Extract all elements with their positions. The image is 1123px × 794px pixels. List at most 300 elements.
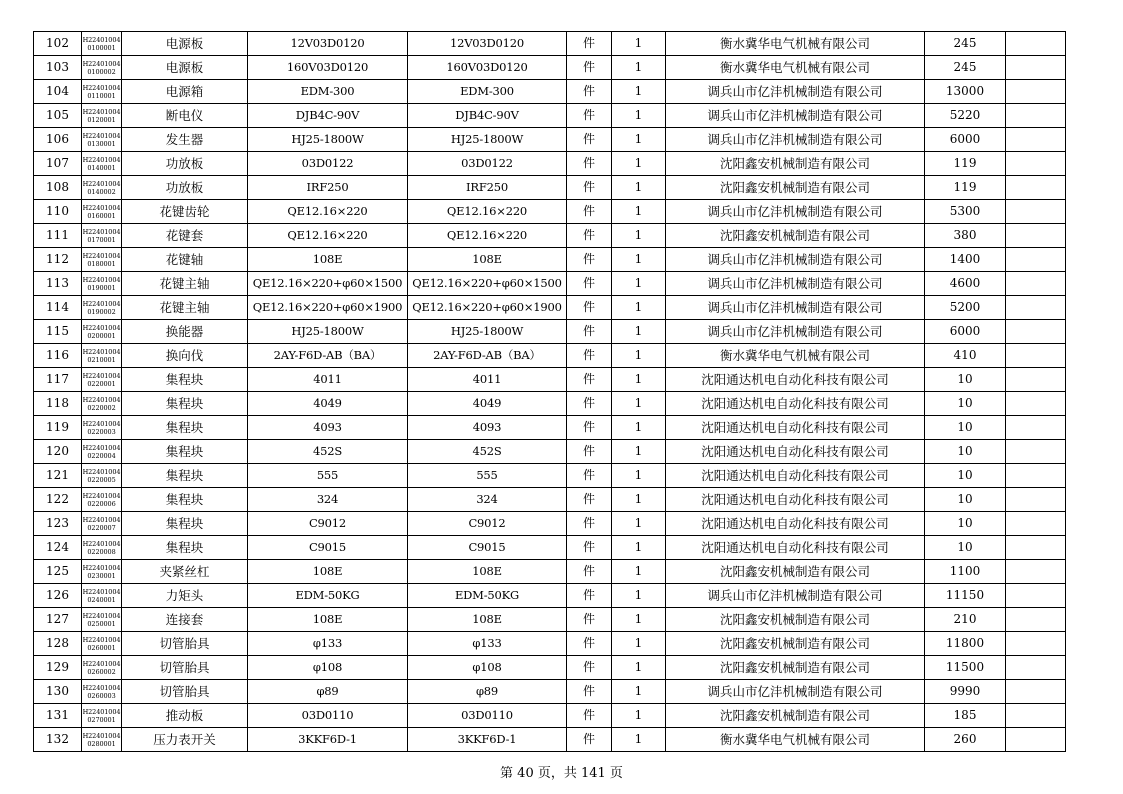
price-cell: 1100 — [925, 560, 1006, 584]
model-cell: C9012 — [408, 512, 567, 536]
quantity-cell: 1 — [612, 464, 666, 488]
material-code-cell: H22401004 0260001 — [82, 632, 122, 656]
item-name-cell: 推动板 — [122, 704, 248, 728]
note-cell — [1006, 584, 1066, 608]
price-cell: 245 — [925, 56, 1006, 80]
note-cell — [1006, 536, 1066, 560]
supplier-cell: 沈阳通达机电自动化科技有限公司 — [666, 488, 925, 512]
quantity-cell: 1 — [612, 224, 666, 248]
supplier-cell: 衡水冀华电气机械有限公司 — [666, 344, 925, 368]
unit-cell: 件 — [567, 200, 612, 224]
price-cell: 119 — [925, 152, 1006, 176]
material-code-cell: H22401004 0220008 — [82, 536, 122, 560]
spec-cell: C9015 — [248, 536, 408, 560]
price-cell: 245 — [925, 32, 1006, 56]
item-name-cell: 花键套 — [122, 224, 248, 248]
price-cell: 1400 — [925, 248, 1006, 272]
row-number-cell: 127 — [34, 608, 82, 632]
spec-cell: DJB4C-90V — [248, 104, 408, 128]
spec-cell: 2AY-F6D-AB（BA） — [248, 344, 408, 368]
table-row — [34, 488, 1066, 512]
table-row — [34, 392, 1066, 416]
item-name-cell: 花键主轴 — [122, 272, 248, 296]
row-number-cell: 128 — [34, 632, 82, 656]
supplier-cell: 调兵山市亿沣机械制造有限公司 — [666, 680, 925, 704]
item-name-cell: 集程块 — [122, 464, 248, 488]
spec-cell: HJ25-1800W — [248, 128, 408, 152]
row-number-cell: 111 — [34, 224, 82, 248]
supplier-cell: 调兵山市亿沣机械制造有限公司 — [666, 80, 925, 104]
row-number-cell: 112 — [34, 248, 82, 272]
item-name-cell: 集程块 — [122, 488, 248, 512]
quantity-cell: 1 — [612, 272, 666, 296]
item-name-cell: 功放板 — [122, 176, 248, 200]
price-cell: 5300 — [925, 200, 1006, 224]
item-name-cell: 切管胎具 — [122, 680, 248, 704]
quantity-cell: 1 — [612, 248, 666, 272]
table-row — [34, 368, 1066, 392]
item-name-cell: 花键齿轮 — [122, 200, 248, 224]
model-cell: 108E — [408, 560, 567, 584]
spec-cell: 108E — [248, 560, 408, 584]
price-cell: 13000 — [925, 80, 1006, 104]
spec-cell: 160V03D0120 — [248, 56, 408, 80]
unit-cell: 件 — [567, 56, 612, 80]
note-cell — [1006, 80, 1066, 104]
price-cell: 11500 — [925, 656, 1006, 680]
model-cell: EDM-300 — [408, 80, 567, 104]
supplier-cell: 调兵山市亿沣机械制造有限公司 — [666, 296, 925, 320]
spec-cell: φ108 — [248, 656, 408, 680]
parts-price-table — [33, 31, 1066, 752]
spec-cell: EDM-50KG — [248, 584, 408, 608]
unit-cell: 件 — [567, 344, 612, 368]
material-code-cell: H22401004 0270001 — [82, 704, 122, 728]
price-cell: 10 — [925, 416, 1006, 440]
row-number-cell: 123 — [34, 512, 82, 536]
model-cell: φ133 — [408, 632, 567, 656]
material-code-cell: H22401004 0140001 — [82, 152, 122, 176]
model-cell: 3KKF6D-1 — [408, 728, 567, 752]
price-cell: 210 — [925, 608, 1006, 632]
table-row — [34, 440, 1066, 464]
unit-cell: 件 — [567, 368, 612, 392]
table-row — [34, 584, 1066, 608]
material-code-cell: H22401004 0220004 — [82, 440, 122, 464]
unit-cell: 件 — [567, 320, 612, 344]
spec-cell: 324 — [248, 488, 408, 512]
material-code-cell: H22401004 0280001 — [82, 728, 122, 752]
unit-cell: 件 — [567, 152, 612, 176]
supplier-cell: 沈阳通达机电自动化科技有限公司 — [666, 392, 925, 416]
material-code-cell: H22401004 0130001 — [82, 128, 122, 152]
price-cell: 260 — [925, 728, 1006, 752]
unit-cell: 件 — [567, 656, 612, 680]
unit-cell: 件 — [567, 416, 612, 440]
quantity-cell: 1 — [612, 392, 666, 416]
price-cell: 11150 — [925, 584, 1006, 608]
supplier-cell: 沈阳鑫安机械制造有限公司 — [666, 656, 925, 680]
unit-cell: 件 — [567, 704, 612, 728]
table-row — [34, 560, 1066, 584]
material-code-cell: H22401004 0170001 — [82, 224, 122, 248]
spec-cell: φ133 — [248, 632, 408, 656]
spec-cell: QE12.16×220 — [248, 200, 408, 224]
item-name-cell: 发生器 — [122, 128, 248, 152]
supplier-cell: 调兵山市亿沣机械制造有限公司 — [666, 272, 925, 296]
table-row — [34, 56, 1066, 80]
item-name-cell: 连接套 — [122, 608, 248, 632]
model-cell: EDM-50KG — [408, 584, 567, 608]
quantity-cell: 1 — [612, 368, 666, 392]
item-name-cell: 功放板 — [122, 152, 248, 176]
table-row — [34, 632, 1066, 656]
row-number-cell: 131 — [34, 704, 82, 728]
row-number-cell: 132 — [34, 728, 82, 752]
model-cell: φ89 — [408, 680, 567, 704]
table-row — [34, 608, 1066, 632]
model-cell: 4011 — [408, 368, 567, 392]
material-code-cell: H22401004 0110001 — [82, 80, 122, 104]
supplier-cell: 衡水冀华电气机械有限公司 — [666, 728, 925, 752]
unit-cell: 件 — [567, 608, 612, 632]
item-name-cell: 切管胎具 — [122, 632, 248, 656]
spec-cell: QE12.16×220+φ60×1500 — [248, 272, 408, 296]
quantity-cell: 1 — [612, 56, 666, 80]
row-number-cell: 113 — [34, 272, 82, 296]
row-number-cell: 119 — [34, 416, 82, 440]
note-cell — [1006, 272, 1066, 296]
model-cell: HJ25-1800W — [408, 128, 567, 152]
unit-cell: 件 — [567, 536, 612, 560]
material-code-cell: H22401004 0180001 — [82, 248, 122, 272]
table-row — [34, 104, 1066, 128]
unit-cell: 件 — [567, 512, 612, 536]
spec-cell: 4011 — [248, 368, 408, 392]
price-cell: 410 — [925, 344, 1006, 368]
supplier-cell: 沈阳通达机电自动化科技有限公司 — [666, 464, 925, 488]
note-cell — [1006, 704, 1066, 728]
model-cell: 12V03D0120 — [408, 32, 567, 56]
item-name-cell: 电源板 — [122, 32, 248, 56]
unit-cell: 件 — [567, 128, 612, 152]
supplier-cell: 沈阳鑫安机械制造有限公司 — [666, 632, 925, 656]
note-cell — [1006, 464, 1066, 488]
supplier-cell: 调兵山市亿沣机械制造有限公司 — [666, 200, 925, 224]
row-number-cell: 103 — [34, 56, 82, 80]
quantity-cell: 1 — [612, 104, 666, 128]
model-cell: IRF250 — [408, 176, 567, 200]
price-cell: 10 — [925, 440, 1006, 464]
item-name-cell: 集程块 — [122, 440, 248, 464]
unit-cell: 件 — [567, 464, 612, 488]
item-name-cell: 断电仪 — [122, 104, 248, 128]
note-cell — [1006, 344, 1066, 368]
model-cell: 324 — [408, 488, 567, 512]
price-cell: 9990 — [925, 680, 1006, 704]
price-cell: 10 — [925, 488, 1006, 512]
quantity-cell: 1 — [612, 296, 666, 320]
note-cell — [1006, 560, 1066, 584]
row-number-cell: 102 — [34, 32, 82, 56]
price-cell: 185 — [925, 704, 1006, 728]
item-name-cell: 电源板 — [122, 56, 248, 80]
row-number-cell: 118 — [34, 392, 82, 416]
unit-cell: 件 — [567, 440, 612, 464]
note-cell — [1006, 104, 1066, 128]
material-code-cell: H22401004 0210001 — [82, 344, 122, 368]
material-code-cell: H22401004 0100001 — [82, 32, 122, 56]
model-cell: C9015 — [408, 536, 567, 560]
supplier-cell: 沈阳通达机电自动化科技有限公司 — [666, 536, 925, 560]
row-number-cell: 110 — [34, 200, 82, 224]
model-cell: 4049 — [408, 392, 567, 416]
supplier-cell: 调兵山市亿沣机械制造有限公司 — [666, 584, 925, 608]
quantity-cell: 1 — [612, 536, 666, 560]
supplier-cell: 沈阳鑫安机械制造有限公司 — [666, 704, 925, 728]
quantity-cell: 1 — [612, 608, 666, 632]
row-number-cell: 108 — [34, 176, 82, 200]
supplier-cell: 沈阳通达机电自动化科技有限公司 — [666, 416, 925, 440]
material-code-cell: H22401004 0190001 — [82, 272, 122, 296]
material-code-cell: H22401004 0200001 — [82, 320, 122, 344]
note-cell — [1006, 248, 1066, 272]
note-cell — [1006, 56, 1066, 80]
model-cell: HJ25-1800W — [408, 320, 567, 344]
row-number-cell: 115 — [34, 320, 82, 344]
row-number-cell: 105 — [34, 104, 82, 128]
unit-cell: 件 — [567, 584, 612, 608]
note-cell — [1006, 128, 1066, 152]
note-cell — [1006, 200, 1066, 224]
unit-cell: 件 — [567, 32, 612, 56]
spec-cell: C9012 — [248, 512, 408, 536]
table-row — [34, 152, 1066, 176]
quantity-cell: 1 — [612, 32, 666, 56]
page-footer: 第 40 页，共 141 页 — [500, 766, 623, 781]
supplier-cell: 调兵山市亿沣机械制造有限公司 — [666, 248, 925, 272]
quantity-cell: 1 — [612, 80, 666, 104]
price-cell: 10 — [925, 464, 1006, 488]
item-name-cell: 夹紧丝杠 — [122, 560, 248, 584]
item-name-cell: 集程块 — [122, 512, 248, 536]
note-cell — [1006, 32, 1066, 56]
note-cell — [1006, 416, 1066, 440]
model-cell: 555 — [408, 464, 567, 488]
table-row — [34, 176, 1066, 200]
model-cell: 4093 — [408, 416, 567, 440]
supplier-cell: 沈阳鑫安机械制造有限公司 — [666, 152, 925, 176]
item-name-cell: 集程块 — [122, 416, 248, 440]
quantity-cell: 1 — [612, 728, 666, 752]
row-number-cell: 114 — [34, 296, 82, 320]
quantity-cell: 1 — [612, 488, 666, 512]
unit-cell: 件 — [567, 296, 612, 320]
spec-cell: 12V03D0120 — [248, 32, 408, 56]
row-number-cell: 126 — [34, 584, 82, 608]
material-code-cell: H22401004 0220001 — [82, 368, 122, 392]
unit-cell: 件 — [567, 632, 612, 656]
quantity-cell: 1 — [612, 680, 666, 704]
table-row — [34, 464, 1066, 488]
material-code-cell: H22401004 0220007 — [82, 512, 122, 536]
material-code-cell: H22401004 0220003 — [82, 416, 122, 440]
spec-cell: 4093 — [248, 416, 408, 440]
unit-cell: 件 — [567, 248, 612, 272]
table-row — [34, 416, 1066, 440]
material-code-cell: H22401004 0220002 — [82, 392, 122, 416]
row-number-cell: 121 — [34, 464, 82, 488]
material-code-cell: H22401004 0100002 — [82, 56, 122, 80]
item-name-cell: 花键主轴 — [122, 296, 248, 320]
table-row — [34, 728, 1066, 752]
spec-cell: 3KKF6D-1 — [248, 728, 408, 752]
row-number-cell: 130 — [34, 680, 82, 704]
supplier-cell: 沈阳通达机电自动化科技有限公司 — [666, 512, 925, 536]
price-cell: 10 — [925, 512, 1006, 536]
spec-cell: QE12.16×220+φ60×1900 — [248, 296, 408, 320]
supplier-cell: 沈阳鑫安机械制造有限公司 — [666, 224, 925, 248]
item-name-cell: 花键轴 — [122, 248, 248, 272]
price-cell: 10 — [925, 368, 1006, 392]
spec-cell: 452S — [248, 440, 408, 464]
table-row — [34, 704, 1066, 728]
supplier-cell: 调兵山市亿沣机械制造有限公司 — [666, 104, 925, 128]
quantity-cell: 1 — [612, 344, 666, 368]
quantity-cell: 1 — [612, 152, 666, 176]
model-cell: QE12.16×220+φ60×1900 — [408, 296, 567, 320]
price-cell: 6000 — [925, 128, 1006, 152]
spec-cell: φ89 — [248, 680, 408, 704]
unit-cell: 件 — [567, 560, 612, 584]
table-row — [34, 272, 1066, 296]
model-cell: QE12.16×220 — [408, 200, 567, 224]
model-cell: 108E — [408, 608, 567, 632]
supplier-cell: 沈阳鑫安机械制造有限公司 — [666, 176, 925, 200]
quantity-cell: 1 — [612, 656, 666, 680]
supplier-cell: 调兵山市亿沣机械制造有限公司 — [666, 320, 925, 344]
item-name-cell: 换向伐 — [122, 344, 248, 368]
supplier-cell: 衡水冀华电气机械有限公司 — [666, 32, 925, 56]
material-code-cell: H22401004 0240001 — [82, 584, 122, 608]
row-number-cell: 116 — [34, 344, 82, 368]
item-name-cell: 集程块 — [122, 536, 248, 560]
item-name-cell: 力矩头 — [122, 584, 248, 608]
unit-cell: 件 — [567, 104, 612, 128]
note-cell — [1006, 728, 1066, 752]
note-cell — [1006, 368, 1066, 392]
spec-cell: EDM-300 — [248, 80, 408, 104]
material-code-cell: H22401004 0140002 — [82, 176, 122, 200]
table-row — [34, 80, 1066, 104]
supplier-cell: 调兵山市亿沣机械制造有限公司 — [666, 128, 925, 152]
unit-cell: 件 — [567, 176, 612, 200]
item-name-cell: 换能器 — [122, 320, 248, 344]
item-name-cell: 集程块 — [122, 368, 248, 392]
model-cell: φ108 — [408, 656, 567, 680]
table-row — [34, 656, 1066, 680]
note-cell — [1006, 224, 1066, 248]
note-cell — [1006, 632, 1066, 656]
supplier-cell: 沈阳鑫安机械制造有限公司 — [666, 608, 925, 632]
price-cell: 11800 — [925, 632, 1006, 656]
note-cell — [1006, 440, 1066, 464]
model-cell: 452S — [408, 440, 567, 464]
price-cell: 4600 — [925, 272, 1006, 296]
table-row — [34, 200, 1066, 224]
row-number-cell: 106 — [34, 128, 82, 152]
price-cell: 6000 — [925, 320, 1006, 344]
supplier-cell: 沈阳通达机电自动化科技有限公司 — [666, 440, 925, 464]
unit-cell: 件 — [567, 272, 612, 296]
model-cell: 03D0122 — [408, 152, 567, 176]
item-name-cell: 电源箱 — [122, 80, 248, 104]
supplier-cell: 衡水冀华电气机械有限公司 — [666, 56, 925, 80]
price-cell: 10 — [925, 536, 1006, 560]
price-cell: 5200 — [925, 296, 1006, 320]
price-cell: 380 — [925, 224, 1006, 248]
table-row — [34, 296, 1066, 320]
table-row — [34, 248, 1066, 272]
note-cell — [1006, 320, 1066, 344]
note-cell — [1006, 176, 1066, 200]
note-cell — [1006, 392, 1066, 416]
unit-cell: 件 — [567, 80, 612, 104]
price-cell: 10 — [925, 392, 1006, 416]
unit-cell: 件 — [567, 224, 612, 248]
supplier-cell: 沈阳通达机电自动化科技有限公司 — [666, 368, 925, 392]
model-cell: 2AY-F6D-AB（BA） — [408, 344, 567, 368]
table-row — [34, 128, 1066, 152]
item-name-cell: 集程块 — [122, 392, 248, 416]
spec-cell: 108E — [248, 608, 408, 632]
spec-cell: HJ25-1800W — [248, 320, 408, 344]
note-cell — [1006, 608, 1066, 632]
material-code-cell: H22401004 0230001 — [82, 560, 122, 584]
quantity-cell: 1 — [612, 512, 666, 536]
material-code-cell: H22401004 0260002 — [82, 656, 122, 680]
note-cell — [1006, 656, 1066, 680]
spec-cell: 03D0122 — [248, 152, 408, 176]
note-cell — [1006, 680, 1066, 704]
quantity-cell: 1 — [612, 584, 666, 608]
quantity-cell: 1 — [612, 704, 666, 728]
quantity-cell: 1 — [612, 632, 666, 656]
quantity-cell: 1 — [612, 416, 666, 440]
table-row — [34, 32, 1066, 56]
quantity-cell: 1 — [612, 320, 666, 344]
model-cell: DJB4C-90V — [408, 104, 567, 128]
unit-cell: 件 — [567, 488, 612, 512]
note-cell — [1006, 296, 1066, 320]
unit-cell: 件 — [567, 392, 612, 416]
spec-cell: IRF250 — [248, 176, 408, 200]
unit-cell: 件 — [567, 728, 612, 752]
table-row — [34, 320, 1066, 344]
table-row — [34, 536, 1066, 560]
price-cell: 119 — [925, 176, 1006, 200]
quantity-cell: 1 — [612, 440, 666, 464]
table-row — [34, 224, 1066, 248]
note-cell — [1006, 152, 1066, 176]
material-code-cell: H22401004 0260003 — [82, 680, 122, 704]
unit-cell: 件 — [567, 680, 612, 704]
model-cell: QE12.16×220+φ60×1500 — [408, 272, 567, 296]
row-number-cell: 107 — [34, 152, 82, 176]
table-row — [34, 512, 1066, 536]
note-cell — [1006, 488, 1066, 512]
material-code-cell: H22401004 0190002 — [82, 296, 122, 320]
